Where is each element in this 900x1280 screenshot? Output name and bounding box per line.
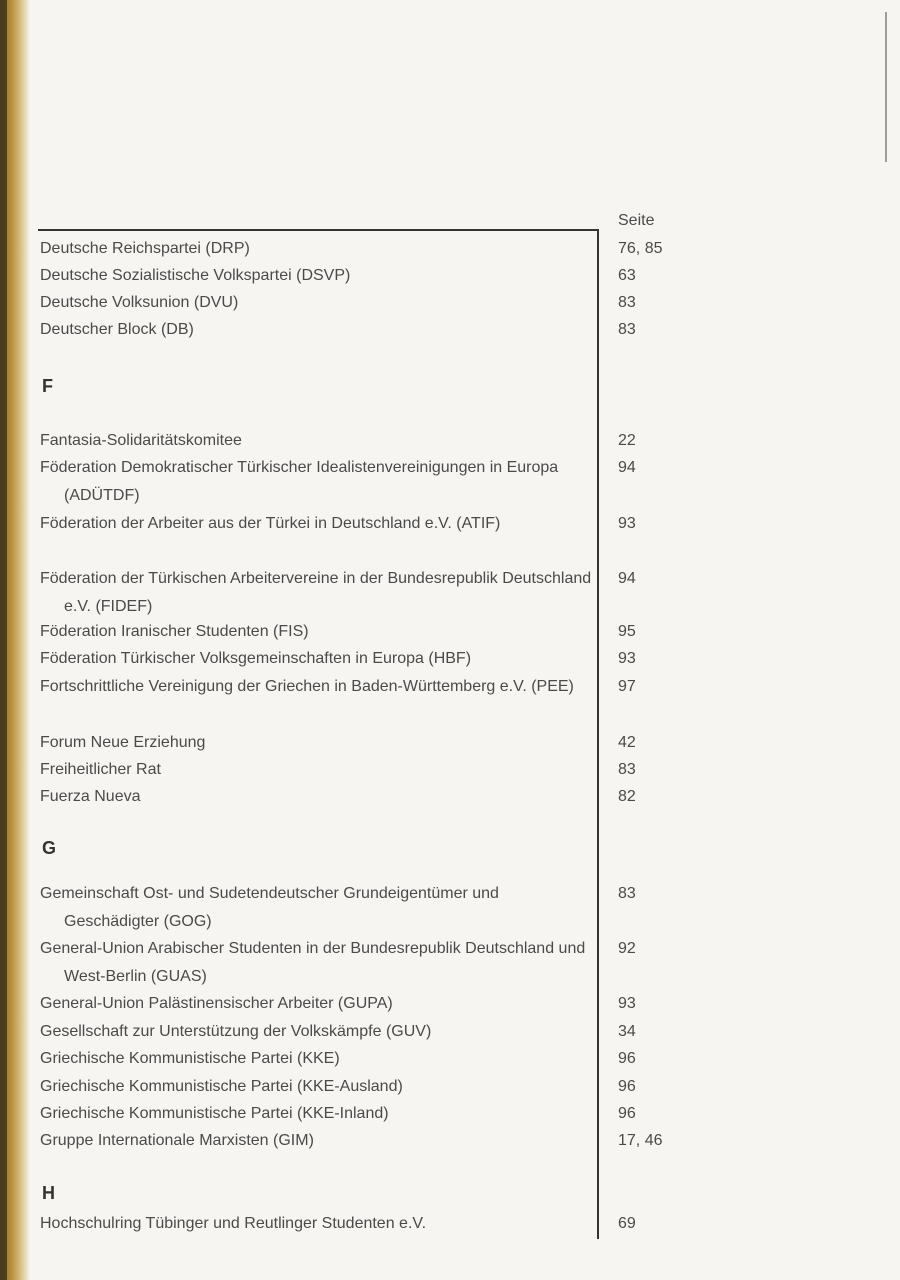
- entry-pages: 97: [618, 678, 636, 695]
- entry-pages: 83: [618, 885, 636, 902]
- entry-name: Hochschulring Tübinger und Reutlinger Studenten e.V.: [40, 1215, 427, 1232]
- entry-name: General-Union Palästinensischer Arbeiter (GUPA): [40, 995, 393, 1012]
- entry-pages: 83: [618, 294, 636, 311]
- entry-name: Föderation der Türkischen Arbeitervereine in der Bundesrepublik Deutschland e.V. (FIDEF): [40, 570, 592, 615]
- entry-name: Deutsche Sozialistische Volkspartei (DSVP): [40, 267, 351, 284]
- entry-pages: 34: [618, 1023, 636, 1040]
- section-letter-g: G: [42, 838, 57, 858]
- entry-pages: 17, 46: [618, 1132, 663, 1149]
- index-entry: [40, 1210, 636, 1238]
- entry-name: Griechische Kommunistische Partei (KKE-Ausland): [40, 1078, 403, 1095]
- entry-name: Freiheitlicher Rat: [40, 761, 161, 778]
- entry-pages: 63: [618, 267, 636, 284]
- entry-pages: 76, 85: [618, 240, 663, 257]
- entry-name: Föderation der Arbeiter aus der Türkei in Deutschland e.V. (ATIF): [40, 515, 501, 532]
- entry-pages: 94: [618, 570, 636, 587]
- entry-pages: 93: [618, 515, 636, 532]
- entry-name: Föderation Demokratischer Türkischer Idealistenvereinigungen in Europa (ADÜTDF): [40, 459, 559, 504]
- entry-pages: 92: [618, 940, 636, 957]
- index-entry: [40, 645, 636, 673]
- index-entry: [40, 235, 663, 263]
- entry-name: Deutsche Volksunion (DVU): [40, 294, 239, 311]
- entry-name: Föderation Iranischer Studenten (FIS): [40, 623, 309, 640]
- index-entry: [40, 1045, 636, 1073]
- entry-pages: 93: [618, 650, 636, 667]
- entry-name: Fuerza Nueva: [40, 788, 141, 805]
- index-entry: [40, 756, 636, 784]
- page-column-header: Seite: [618, 212, 655, 229]
- index-entry: [40, 262, 636, 290]
- index-entry: [40, 729, 636, 757]
- index-entry: [40, 427, 636, 455]
- entry-pages: 96: [618, 1105, 636, 1122]
- section-letter-h: H: [42, 1183, 55, 1203]
- entry-pages: 42: [618, 734, 636, 751]
- index-entry: [40, 990, 636, 1018]
- entry-pages: 69: [618, 1215, 636, 1232]
- index-entry: [40, 454, 636, 509]
- index-entry: [40, 1018, 636, 1046]
- entry-name: Griechische Kommunistische Partei (KKE-Inland): [40, 1105, 389, 1122]
- entry-pages: 94: [618, 459, 636, 476]
- index-entry: [40, 880, 636, 935]
- index-entry: [40, 316, 636, 344]
- entry-name: Griechische Kommunistische Partei (KKE): [40, 1050, 340, 1067]
- index-entry: [40, 673, 636, 701]
- index-entry: [40, 935, 636, 990]
- entry-pages: 83: [618, 321, 636, 338]
- entry-pages: 96: [618, 1050, 636, 1067]
- entry-name: Fortschrittliche Vereinigung der Griechen in Baden-Württemberg e.V. (PEE): [40, 678, 574, 695]
- table-top-rule: [38, 229, 598, 231]
- section-letter-f: F: [42, 376, 53, 396]
- index-entry: [40, 1073, 636, 1101]
- index-entry: [40, 1100, 636, 1128]
- entry-name: Gruppe Internationale Marxisten (GIM): [40, 1132, 314, 1149]
- entry-name: Gesellschaft zur Unterstützung der Volkskämpfe (GUV): [40, 1023, 432, 1040]
- index-entry: [40, 783, 636, 811]
- entry-pages: 83: [618, 761, 636, 778]
- index-entry: [40, 1127, 663, 1155]
- index-entry: [40, 618, 636, 646]
- entry-name: Deutscher Block (DB): [40, 321, 194, 338]
- page-column-rule: [597, 229, 599, 1239]
- entry-name: Föderation Türkischer Volksgemeinschaften in Europa (HBF): [40, 650, 472, 667]
- page-edge-mark: [885, 12, 887, 162]
- entry-name: Gemeinschaft Ost- und Sudetendeutscher Grundeigentümer und Geschädigter (GOG): [40, 885, 499, 930]
- book-gutter-edge: [0, 0, 7, 1280]
- entry-name: Fantasia-Solidaritätskomitee: [40, 432, 242, 449]
- entry-name: Deutsche Reichspartei (DRP): [40, 240, 250, 257]
- index-entry: [40, 289, 636, 317]
- index-entry: [40, 565, 636, 620]
- entry-pages: 82: [618, 788, 636, 805]
- entry-name: General-Union Arabischer Studenten in der Bundesrepublik Deutschland und West-Berlin (GUAS): [40, 940, 586, 985]
- entry-name: Forum Neue Erziehung: [40, 734, 206, 751]
- index-entry: [40, 510, 636, 538]
- entry-pages: 95: [618, 623, 636, 640]
- entry-pages: 93: [618, 995, 636, 1012]
- entry-pages: 96: [618, 1078, 636, 1095]
- entry-pages: 22: [618, 432, 636, 449]
